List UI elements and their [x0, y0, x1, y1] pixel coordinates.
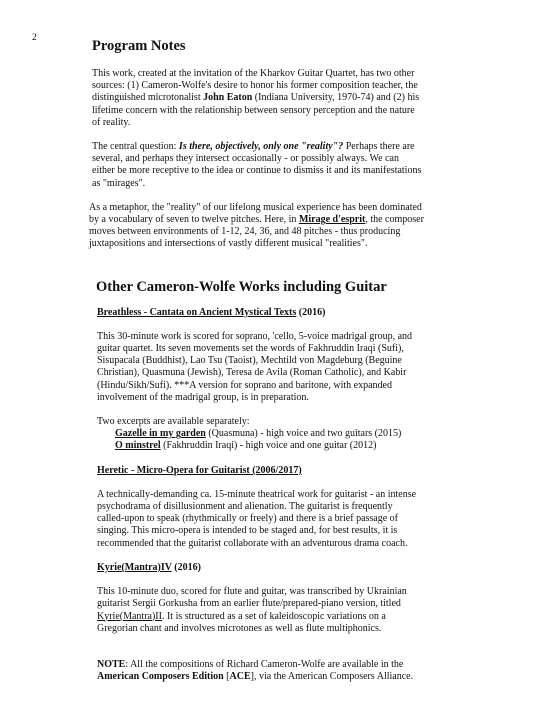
kyrie-title: Kyrie(Mantra)IV (2016) [97, 561, 201, 573]
breathless-description: This 30-minute work is scored for soprano, 'cello, 5-voice madrigal group, and guitar quartet. Its seven movements set the words of Fakhruddin Iraqi (Sufi), Sisupacala (Buddhist), Lao Tsu (Taoist), Mechtild von Magdeburg (Beguine Christian), Quasmuna (Jewish), Teresa de Avila (Roman Catholic), and Kabir (Hindu/Sikh/Sufi). ***A version for soprano and baritone, with expanded involvement of the madrigal group, is in preparation. [97, 330, 413, 403]
heretic-description: A technically-demanding ca. 15-minute theatrical work for guitarist - an intense psychodrama of disillusionment and alienation. The guitarist is frequently called-upon to speak (rhythmically or freely) and there is a brief passage of singing. This micro-opera is intended to be staged and, for best results, it is recommended that the guitarist collaborate with an adventurous drama coach. [97, 488, 417, 549]
kyrie-earlier-title: Kyrie(Mantra)II [97, 610, 162, 622]
program-notes-paragraph-1: This work, created at the invitation of the Kharkov Guitar Quartet, has two other sources: (1) Cameron-Wolfe's desire to honor his former composition teacher, the distinguished microtonalist John Eaton (Indiana University, 1970-74) and (2) his lifetime concern with the relationship between sensory perception and the nature of reality. [92, 68, 420, 128]
page-content [89, 38, 424, 683]
central-question: Is there, objectively, only one "reality"? [178, 141, 344, 153]
program-notes-heading: Program Notes [92, 38, 186, 54]
page-number: 2 [32, 33, 37, 43]
program-notes-paragraph-3: As a metaphor, the "reality" of our lifelong musical experience has been dominated by a vocabulary of seven to twelve pitches. Here, in Mirage d'esprit, the composer moves between environments of 1-12, 24, 36, and 48 pitches - thus producing juxtapositions and intersections of vastly different musical "realities". [89, 201, 424, 250]
breathless-title: Breathless - Cantata on Ancient Mystical Texts (2016) [97, 306, 326, 318]
program-notes-paragraph-2: The central question: Is there, objectively, only one "reality"? Perhaps there are several, and perhaps they intersect occasionally - or possibly always. We can either be more receptive to the idea or continue to dismiss it and its manifestations as "mirages". [92, 141, 422, 189]
availability-note: NOTE: All the compositions of Richard Cameron-Wolfe are available in the American Composers Edition [ACE], via the American Composers Alliance. [97, 658, 414, 683]
other-works-heading: Other Cameron-Wolfe Works including Guitar [96, 278, 387, 295]
work-title-mirage: Mirage d'esprit [298, 214, 366, 226]
heretic-title: Heretic - Micro-Opera for Guitarist (2006/2017) [97, 464, 302, 476]
excerpts-intro: Two excerpts are available separately: [97, 416, 250, 428]
kyrie-description: This 10-minute duo, scored for flute and guitar, was transcribed by Ukrainian guitarist Sergii Gorkusha from an earlier flute/prepared-piano version, titled Kyrie(Mantra)II. It is structured as a set of kaleidoscopic variations on a Gregorian chant and involves microtones as well as flute multiphonics. [97, 586, 407, 634]
teacher-name: John Eaton [203, 92, 253, 104]
excerpt-1: Gazelle in my garden (Quasmuna) - high voice and two guitars (2015) [115, 428, 402, 440]
excerpt-2: O minstrel (Fakhruddin Iraqi) - high voice and one guitar (2012) [115, 440, 377, 452]
